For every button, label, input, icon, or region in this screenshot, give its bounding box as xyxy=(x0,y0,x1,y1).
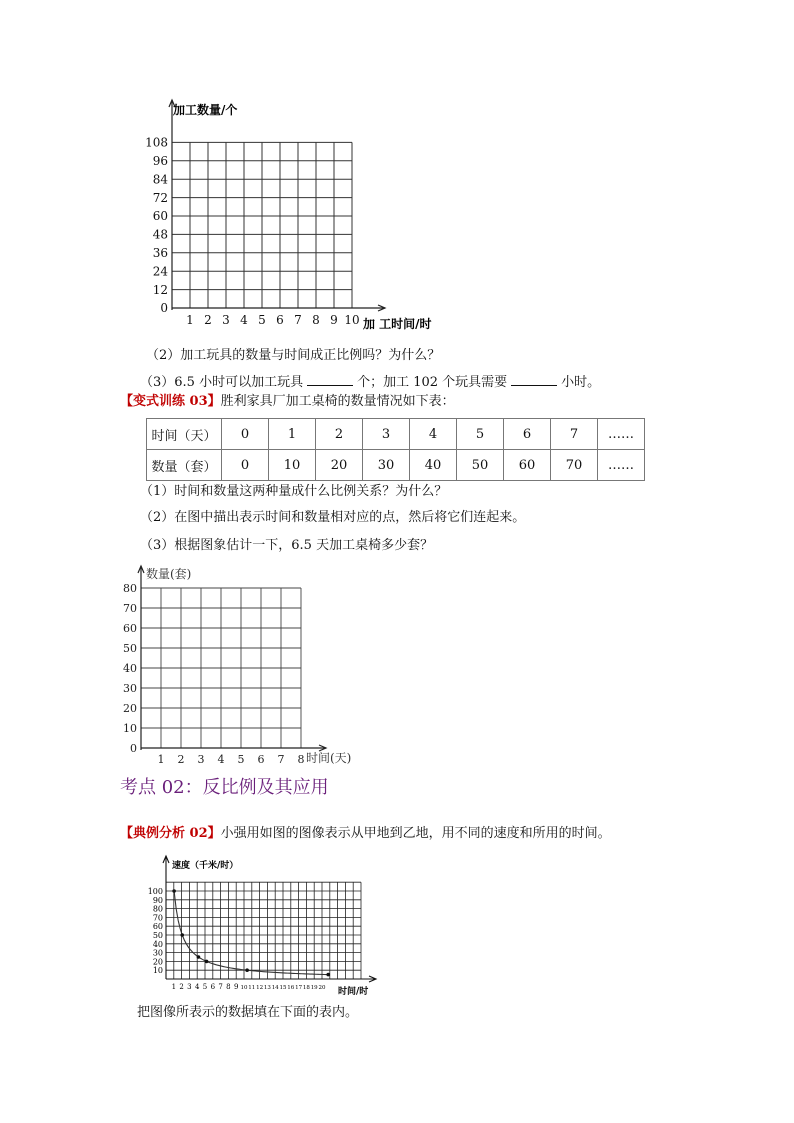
speed-chart-x-tick-label: 14 xyxy=(271,985,279,991)
speed-chart-y-tick-label: 90 xyxy=(152,895,163,905)
speed-chart-y-tick-label: 70 xyxy=(152,913,163,923)
speed-chart-x-tick-label: 19 xyxy=(310,985,318,991)
speed-chart-y-tick-label: 40 xyxy=(152,939,163,949)
variant-question-2: （2）在图中描出表示时间和数量相对应的点，然后将它们连起来。 xyxy=(140,510,526,525)
chart2-y-axis-label: 数量(套) xyxy=(146,567,192,581)
speed-chart-x-tick-label: 8 xyxy=(226,983,231,991)
chart2-x-tick-label: 5 xyxy=(237,753,245,766)
table-cell: 2 xyxy=(316,419,363,450)
example-text: 小强用如图的图像表示从甲地到乙地，用不同的速度和所用的时间。 xyxy=(220,826,611,841)
speed-data-point xyxy=(180,933,184,937)
chart2-y-tick-label: 60 xyxy=(123,621,137,635)
chart1-y-tick-label: 24 xyxy=(152,264,168,279)
chart1-y-tick-label: 84 xyxy=(152,172,168,187)
chart2-grid xyxy=(123,566,326,766)
speed-chart-y-tick-label: 50 xyxy=(152,931,163,940)
speed-chart-grid xyxy=(148,856,376,991)
table-cell: 30 xyxy=(363,450,410,481)
speed-chart-x-tick-label: 12 xyxy=(256,985,264,991)
table-cell: 0 xyxy=(222,450,269,481)
table-cell: 20 xyxy=(316,450,363,481)
chart2-x-axis-label: 时间(天) xyxy=(306,751,352,765)
chart2-x-tick-label: 4 xyxy=(217,753,225,766)
chart1-y-tick-label: 12 xyxy=(152,282,168,297)
chart2-svg xyxy=(112,560,362,770)
chart2-y-tick-label: 80 xyxy=(123,581,137,595)
chart2-y-tick-label: 20 xyxy=(123,701,137,715)
table-cell: …… xyxy=(598,419,645,450)
speed-chart-x-tick-label: 15 xyxy=(279,985,287,991)
speed-data-point xyxy=(205,960,209,964)
chart1-x-tick-label: 8 xyxy=(312,313,320,327)
table-cell: 10 xyxy=(269,450,316,481)
chart1-y-tick-label: 48 xyxy=(152,227,168,242)
table-cell: 6 xyxy=(504,419,551,450)
speed-data-point xyxy=(197,955,201,959)
section-title-text: 考点 02：反比例及其应用 xyxy=(120,777,329,798)
blank-hours[interactable] xyxy=(511,373,557,386)
table-cell: …… xyxy=(598,450,645,481)
section-title xyxy=(120,776,329,800)
variant-question-3: （3）根据图象估计一下，6.5 天加工桌椅多少套？ xyxy=(140,538,434,553)
speed-chart-x-tick-label: 4 xyxy=(194,983,200,991)
chart2-x-tick-label: 7 xyxy=(277,753,285,766)
chart2-x-tick-label: 6 xyxy=(257,753,265,766)
speed-data-point xyxy=(172,889,176,893)
speed-chart-x-tick-label: 10 xyxy=(240,985,248,991)
blank-toy-count[interactable] xyxy=(307,373,353,386)
chart1-x-tick-label: 7 xyxy=(294,313,302,327)
speed-chart-x-tick-label: 18 xyxy=(302,985,310,991)
speed-chart-y-tick-label: 30 xyxy=(152,948,163,958)
question-3-part1: （3）6.5 小时可以加工玩具 xyxy=(140,375,304,390)
chart1-x-tick-label: 10 xyxy=(344,313,360,327)
speed-chart-y-tick-label: 60 xyxy=(152,922,163,932)
speed-chart-y-tick-label: 80 xyxy=(152,904,163,914)
speed-chart-x-tick-label: 5 xyxy=(202,983,208,991)
chart1-x-tick-label: 4 xyxy=(240,313,248,327)
chart1-y-tick-label: 60 xyxy=(152,209,168,224)
question-2: （2）加工玩具的数量与时间成正比例吗？为什么？ xyxy=(146,348,441,363)
chart2-y-tick-label: 40 xyxy=(123,661,137,675)
speed-chart-y-tick-label: 10 xyxy=(152,966,163,976)
variant-question-1: （1）时间和数量这两种量成什么比例关系？为什么？ xyxy=(140,484,448,499)
chart1-x-tick-label: 2 xyxy=(204,313,212,327)
table-cell: 4 xyxy=(410,419,457,450)
chart2-y-tick-label: 0 xyxy=(130,741,137,755)
speed-chart-y-tick-label: 20 xyxy=(152,957,163,967)
speed-chart-x-tick-label: 9 xyxy=(233,983,239,991)
speed-chart-x-tick-label: 11 xyxy=(248,985,256,991)
table-row xyxy=(147,419,645,450)
chart2-y-tick-label: 50 xyxy=(123,641,137,655)
speed-chart-svg xyxy=(138,852,388,998)
chart2-x-tick-label: 2 xyxy=(177,753,185,766)
example-tag: 【典例分析 02】 xyxy=(120,826,221,841)
speed-chart-x-tick-label: 20 xyxy=(318,985,326,991)
table-row xyxy=(147,450,645,481)
table-cell: 数量（套） xyxy=(147,450,222,481)
chart2-x-tick-label: 3 xyxy=(197,753,205,766)
speed-chart-x-tick-label: 17 xyxy=(295,985,303,991)
speed-chart-x-tick-label: 13 xyxy=(263,985,271,991)
chart2-y-tick-label: 70 xyxy=(123,601,137,615)
speed-chart-x-tick-label: 6 xyxy=(210,983,216,991)
speed-data-point xyxy=(326,973,330,977)
chart1-x-tick-label: 3 xyxy=(222,313,230,327)
speed-data-point xyxy=(245,968,249,972)
speed-chart-x-axis-label: 时间/时 xyxy=(338,987,369,997)
variant-tag: 【变式训练 03】 xyxy=(120,394,221,409)
speed-chart-x-tick-label: 7 xyxy=(218,983,223,991)
chart1-grid xyxy=(145,100,385,327)
table-cell: 60 xyxy=(504,450,551,481)
table-cell: 70 xyxy=(551,450,598,481)
chart1-y-tick-label: 36 xyxy=(152,246,168,260)
chart1-y-tick-label: 108 xyxy=(145,135,168,150)
chart1-x-tick-label: 5 xyxy=(258,313,266,327)
variant-heading xyxy=(120,393,455,411)
chart1-x-tick-label: 1 xyxy=(186,313,194,327)
chart1-y-axis-label: 加工数量/个 xyxy=(173,103,238,117)
table-cell: 1 xyxy=(269,419,316,450)
question-3-part2: 个；加工 102 个玩具需要 xyxy=(357,375,508,390)
chart1-svg xyxy=(135,96,455,336)
chart1-x-tick-label: 6 xyxy=(276,313,284,327)
chart1-y-tick-label: 72 xyxy=(152,190,168,205)
speed-chart-x-tick-label: 1 xyxy=(171,983,177,991)
question-3-part3: 小时。 xyxy=(561,375,601,390)
speed-chart-x-tick-label: 2 xyxy=(179,983,184,991)
speed-chart-x-tick-label: 3 xyxy=(187,983,192,991)
chart1-y-tick-label: 0 xyxy=(160,301,168,316)
chart2-x-tick-label: 8 xyxy=(297,753,305,766)
speed-chart-x-tick-label: 16 xyxy=(287,985,295,991)
chart2-y-tick-label: 30 xyxy=(123,681,137,695)
table-cell: 40 xyxy=(410,450,457,481)
variant-text: 胜利家具厂加工桌椅的数量情况如下表： xyxy=(220,394,455,409)
table-cell: 50 xyxy=(457,450,504,481)
speed-chart-y-axis-label: 速度（千米/时） xyxy=(172,861,239,871)
chart1-x-axis-label: 加 工时间/时 xyxy=(363,317,432,331)
chart1-y-tick-label: 96 xyxy=(152,154,168,168)
example-heading xyxy=(120,825,611,843)
table-cell: 3 xyxy=(363,419,410,450)
chart2-y-tick-label: 10 xyxy=(123,721,137,735)
question-3 xyxy=(140,373,600,392)
chart1-x-tick-label: 9 xyxy=(330,313,338,327)
furniture-table xyxy=(146,418,645,481)
table-cell: 时间（天） xyxy=(147,419,222,450)
table-cell: 0 xyxy=(222,419,269,450)
fill-instruction: 把图像所表示的数据填在下面的表内。 xyxy=(137,1005,359,1020)
table-cell: 5 xyxy=(457,419,504,450)
table-cell: 7 xyxy=(551,419,598,450)
speed-chart-y-tick-label: 100 xyxy=(147,887,163,896)
chart2-x-tick-label: 1 xyxy=(157,753,165,766)
